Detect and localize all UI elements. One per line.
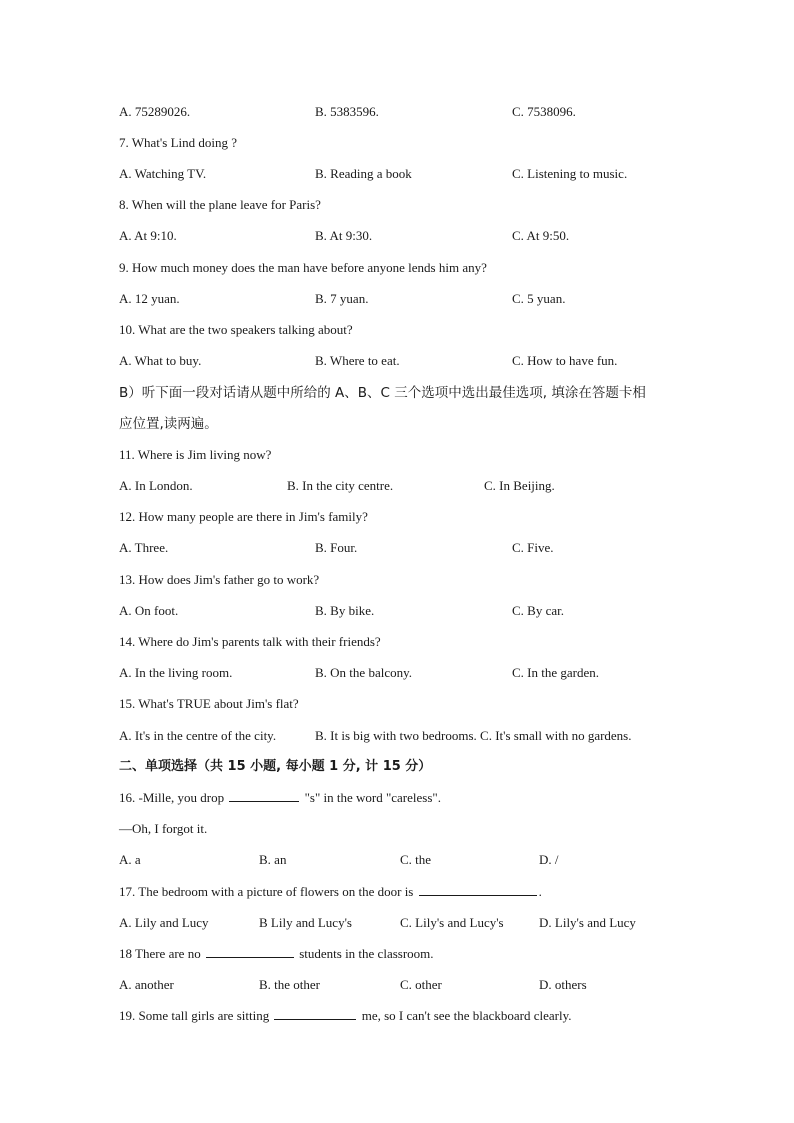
q11-stem: 11. Where is Jim living now? <box>119 447 272 462</box>
q16-option-d: D. / <box>539 852 559 867</box>
q17-stem-start: 17. The bedroom with a picture of flowers on the door is <box>119 884 414 899</box>
q9-option-c: C. 5 yuan. <box>512 291 566 306</box>
q18-option-c: C. other <box>400 977 442 992</box>
q17-option-c: C. Lily's and Lucy's <box>400 915 504 930</box>
q19-stem-end: me, so I can't see the blackboard clearly. <box>361 1008 572 1023</box>
q16-option-b: B. an <box>259 852 287 867</box>
q18-stem-start: 18 There are no <box>119 946 201 961</box>
q18-stem-end: students in the classroom. <box>299 946 434 961</box>
q19-stem-start: 19. Some tall girls are sitting <box>119 1008 270 1023</box>
q14-option-c: C. In the garden. <box>512 665 600 680</box>
q15-stem: 15. What's TRUE about Jim's flat? <box>119 696 299 711</box>
q16-option-c: C. the <box>400 852 432 867</box>
q16-option-a: A. a <box>119 852 141 867</box>
q17-option-d: D. Lily's and Lucy <box>539 915 636 930</box>
q15-option-a: A. It's in the centre of the city. <box>119 728 277 743</box>
q17-stem <box>119 883 542 901</box>
q16-answer-blank <box>229 789 299 802</box>
q16-stem <box>119 789 441 807</box>
q10-option-a: A. What to buy. <box>119 353 202 368</box>
q17-option-a: A. Lily and Lucy <box>119 915 209 930</box>
section-2-title: 二、单项选择（共 15 小题, 每小题 1 分, 计 15 分） <box>119 759 432 774</box>
q16-reply: —Oh, I forgot it. <box>119 821 208 836</box>
q13-option-a: A. On foot. <box>119 603 179 618</box>
q12-option-c: C. Five. <box>512 540 554 555</box>
q10-option-b: B. Where to eat. <box>315 353 400 368</box>
q17-answer-blank <box>419 883 537 896</box>
q7-option-b: B. Reading a book <box>315 166 412 181</box>
q11-option-a: A. In London. <box>119 478 193 493</box>
q9-option-a: A. 12 yuan. <box>119 291 180 306</box>
q7-option-a: A. Watching TV. <box>119 166 207 181</box>
part-b-instruction-line2: 应位置,读两遍。 <box>119 416 218 432</box>
q13-stem: 13. How does Jim's father go to work? <box>119 572 320 587</box>
q18-option-b: B. the other <box>259 977 321 992</box>
q19-stem <box>119 1007 571 1025</box>
q10-stem: 10. What are the two speakers talking about? <box>119 322 353 337</box>
q17-stem-end: . <box>538 884 542 899</box>
part-b-instruction-line1: B）听下面一段对话请从题中所给的 A、B、C 三个选项中选出最佳选项, 填涂在答题卡相 <box>119 385 646 401</box>
q12-option-a: A. Three. <box>119 540 169 555</box>
q13-option-c: C. By car. <box>512 603 564 618</box>
q7-option-c: C. Listening to music. <box>512 166 628 181</box>
q11-option-c: C. In Beijing. <box>484 478 555 493</box>
q17-option-b: B Lily and Lucy's <box>259 915 352 930</box>
q12-stem: 12. How many people are there in Jim's family? <box>119 509 368 524</box>
q18-answer-blank <box>206 945 294 958</box>
q6-option-a: A. 75289026. <box>119 104 191 119</box>
q11-option-b: B. In the city centre. <box>287 478 394 493</box>
q6-option-b: B. 5383596. <box>315 104 379 119</box>
q9-option-b: B. 7 yuan. <box>315 291 369 306</box>
q7-stem: 7. What's Lind doing ? <box>119 135 238 150</box>
q10-option-c: C. How to have fun. <box>512 353 618 368</box>
q14-stem: 14. Where do Jim's parents talk with their friends? <box>119 634 381 649</box>
q18-option-a: A. another <box>119 977 174 992</box>
q12-option-b: B. Four. <box>315 540 358 555</box>
q8-option-a: A. At 9:10. <box>119 228 177 243</box>
q19-answer-blank <box>274 1007 356 1020</box>
q18-option-d: D. others <box>539 977 587 992</box>
q16-stem-end: "s" in the word "careless". <box>304 790 441 805</box>
q9-stem: 9. How much money does the man have before anyone lends him any? <box>119 260 487 275</box>
q18-stem <box>119 945 434 963</box>
q8-option-b: B. At 9:30. <box>315 228 373 243</box>
q6-option-c: C. 7538096. <box>512 104 576 119</box>
q15-option-b-c: B. It is big with two bedrooms. C. It's small with no gardens. <box>315 728 632 743</box>
q13-option-b: B. By bike. <box>315 603 375 618</box>
q14-option-a: A. In the living room. <box>119 665 233 680</box>
q14-option-b: B. On the balcony. <box>315 665 412 680</box>
q8-stem: 8. When will the plane leave for Paris? <box>119 197 321 212</box>
q8-option-c: C. At 9:50. <box>512 228 570 243</box>
q16-stem-start: 16. -Mille, you drop <box>119 790 225 805</box>
